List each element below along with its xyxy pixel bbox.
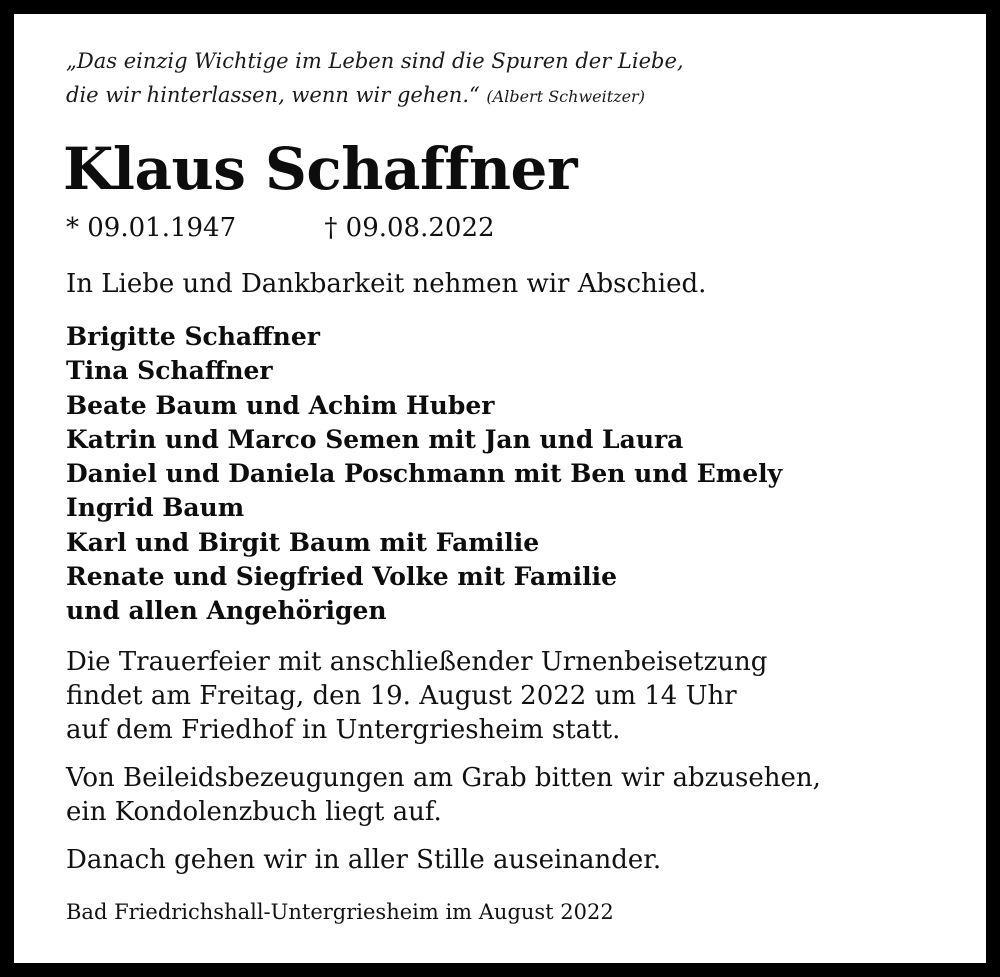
condolence-note (66, 761, 966, 829)
family-member: Katrin und Marco Semen mit Jan und Laura (66, 424, 684, 454)
family-list (66, 320, 966, 629)
ceremony-line: findet am Freitag, den 19. August 2022 um 14 Uhr (66, 680, 737, 711)
family-member: Karl und Birgit Baum mit Familie (66, 527, 540, 557)
obituary-notice (63, 44, 966, 927)
family-member: Tina Schaffner (66, 356, 273, 386)
ceremony-info (66, 645, 966, 747)
ceremony-line: auf dem Friedhof in Untergriesheim statt. (66, 714, 621, 745)
family-member: Brigitte Schaffner (66, 322, 320, 351)
family-member: Daniel und Daniela Poschmann mit Ben und Emely (66, 459, 783, 489)
condolence-line: ein Kondolenzbuch liegt auf. (66, 796, 442, 827)
place-and-date: Bad Friedrichshall-Untergriesheim im August 2022 (66, 899, 614, 924)
family-member: Renate und Siegfried Volke mit Familie (66, 562, 618, 592)
quote-line-1: „Das einzig Wichtige im Leben sind die Spuren der Liebe, (66, 49, 684, 73)
family-member: Beate Baum und Achim Huber (66, 390, 495, 420)
quote (66, 44, 966, 114)
ceremony-line: Die Trauerfeier mit anschließender Urnenbeisetzung (66, 646, 768, 677)
birth-date: * 09.01.1947 (66, 213, 237, 243)
quote-author: (Albert Schweitzer) (486, 87, 645, 106)
deceased-name: Klaus Schaffner (63, 135, 578, 203)
quote-line-2: die wir hinterlassen, wenn wir gehen.“ (66, 83, 480, 107)
farewell-text: In Liebe und Dankbarkeit nehmen wir Abschied. (66, 269, 707, 299)
closing-text: Danach gehen wir in aller Stille auseinander. (66, 844, 662, 875)
family-member: und allen Angehörigen (66, 596, 387, 626)
death-date: † 09.08.2022 (324, 213, 495, 243)
life-dates (66, 210, 966, 246)
family-member: Ingrid Baum (66, 493, 245, 523)
condolence-line: Von Beileidsbezeugungen am Grab bitten wir abzusehen, (66, 762, 821, 793)
